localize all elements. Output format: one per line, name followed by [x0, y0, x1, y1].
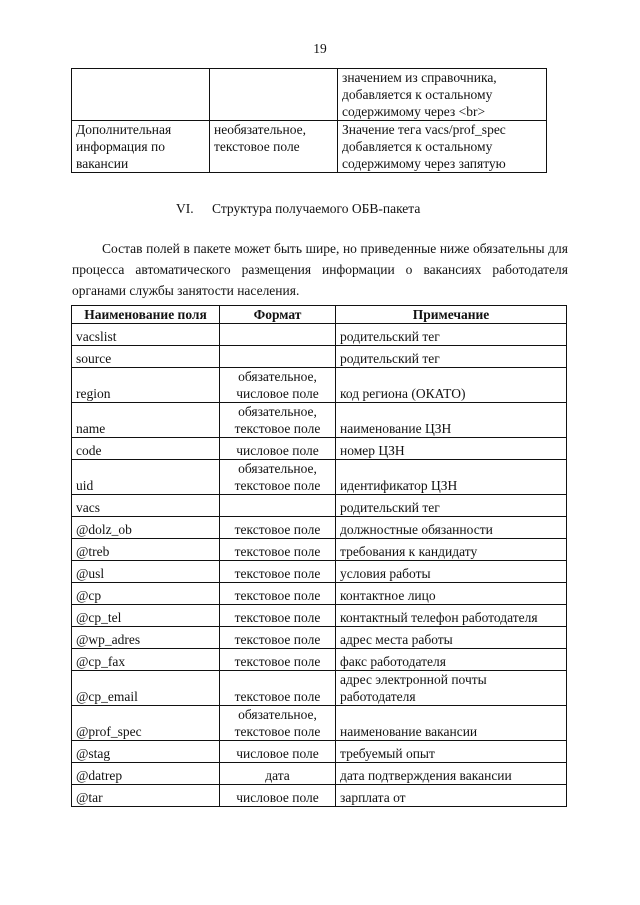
cell-name: @wp_adres [72, 627, 220, 649]
intro-paragraph [72, 238, 568, 301]
cell-note: родительский тег [336, 495, 567, 517]
cell-format: обязательное, числовое поле [220, 368, 336, 403]
table-row [72, 69, 547, 121]
cell-name: @cp_email [72, 671, 220, 706]
table-row [72, 460, 567, 495]
cell-name: uid [72, 460, 220, 495]
cell-format: текстовое поле [220, 539, 336, 561]
page-number: 19 [313, 41, 327, 56]
cell-name: @tar [72, 785, 220, 807]
cell-name: @cp [72, 583, 220, 605]
cell-note: факс работодателя [336, 649, 567, 671]
table-row [72, 561, 567, 583]
cell-note: идентификатор ЦЗН [336, 460, 567, 495]
fields-table [71, 305, 567, 807]
cell-name: region [72, 368, 220, 403]
cell-note: требуемый опыт [336, 741, 567, 763]
table-row [72, 627, 567, 649]
table-row [72, 368, 567, 403]
cell-format: дата [220, 763, 336, 785]
table-row [72, 346, 567, 368]
cell-format: необязательное, текстовое поле [210, 121, 338, 173]
table-row [72, 763, 567, 785]
table-row [72, 649, 567, 671]
cell-name: @usl [72, 561, 220, 583]
cell-format [220, 346, 336, 368]
cell-note: контактное лицо [336, 583, 567, 605]
continued-table [71, 68, 547, 173]
header-note: Примечание [336, 306, 567, 324]
cell-note: родительский тег [336, 324, 567, 346]
section-heading [176, 200, 420, 217]
cell-format [210, 69, 338, 121]
cell-name: name [72, 403, 220, 438]
cell-name: vacslist [72, 324, 220, 346]
cell-field [72, 69, 210, 121]
cell-note: наименование вакансии [336, 706, 567, 741]
cell-note: родительский тег [336, 346, 567, 368]
table-row [72, 671, 567, 706]
cell-format [220, 324, 336, 346]
cell-format: обязательное, текстовое поле [220, 706, 336, 741]
header-format: Формат [220, 306, 336, 324]
cell-format: обязательное, текстовое поле [220, 403, 336, 438]
cell-note: номер ЦЗН [336, 438, 567, 460]
cell-note: наименование ЦЗН [336, 403, 567, 438]
header-name: Наименование поля [72, 306, 220, 324]
fields-table-body [72, 324, 567, 807]
cell-name: @dolz_ob [72, 517, 220, 539]
cell-name: @datrep [72, 763, 220, 785]
cell-name: vacs [72, 495, 220, 517]
cell-name: @treb [72, 539, 220, 561]
cell-format: текстовое поле [220, 671, 336, 706]
table-row [72, 121, 547, 173]
table-row [72, 605, 567, 627]
cell-note: зарплата от [336, 785, 567, 807]
cell-note: должностные обязанности [336, 517, 567, 539]
cell-note: дата подтверждения вакансии [336, 763, 567, 785]
cell-format: текстовое поле [220, 627, 336, 649]
table-row [72, 583, 567, 605]
table-row [72, 785, 567, 807]
table-row [72, 517, 567, 539]
table-row [72, 539, 567, 561]
cell-note: значением из справочника, добавляется к остальному содержимому через <br> [338, 69, 547, 121]
cell-note: код региона (ОКАТО) [336, 368, 567, 403]
cell-format: текстовое поле [220, 517, 336, 539]
cell-note: условия работы [336, 561, 567, 583]
cell-note: адрес электронной почты работодателя [336, 671, 567, 706]
cell-note: адрес места работы [336, 627, 567, 649]
table-row [72, 324, 567, 346]
table-row [72, 741, 567, 763]
fields-table-header-row [72, 306, 567, 324]
section-title: Структура получаемого ОБВ-пакета [212, 201, 421, 216]
cell-name: @prof_spec [72, 706, 220, 741]
cell-format: текстовое поле [220, 561, 336, 583]
cell-note: требования к кандидату [336, 539, 567, 561]
table-row [72, 438, 567, 460]
continued-table-body [72, 69, 547, 173]
cell-name: @cp_fax [72, 649, 220, 671]
section-number: VI. [176, 201, 194, 216]
paragraph-text: Состав полей в пакете может быть шире, но приведенные ниже обязательны для процесса автоматического размещения информации о вакансиях работодателя органами службы занятости населения. [72, 241, 568, 298]
cell-format: числовое поле [220, 741, 336, 763]
cell-name: @cp_tel [72, 605, 220, 627]
cell-name: @stag [72, 741, 220, 763]
cell-name: code [72, 438, 220, 460]
table-row [72, 495, 567, 517]
cell-note: Значение тега vacs/prof_spec добавляется к остальному содержимому через запятую [338, 121, 547, 173]
table-row [72, 403, 567, 438]
cell-format: текстовое поле [220, 605, 336, 627]
cell-format: числовое поле [220, 785, 336, 807]
cell-format: текстовое поле [220, 649, 336, 671]
cell-format [220, 495, 336, 517]
cell-format: числовое поле [220, 438, 336, 460]
cell-format: текстовое поле [220, 583, 336, 605]
cell-note: контактный телефон работодателя [336, 605, 567, 627]
table-row [72, 706, 567, 741]
cell-format: обязательное, текстовое поле [220, 460, 336, 495]
cell-name: source [72, 346, 220, 368]
cell-field: Дополнительная информация по вакансии [72, 121, 210, 173]
